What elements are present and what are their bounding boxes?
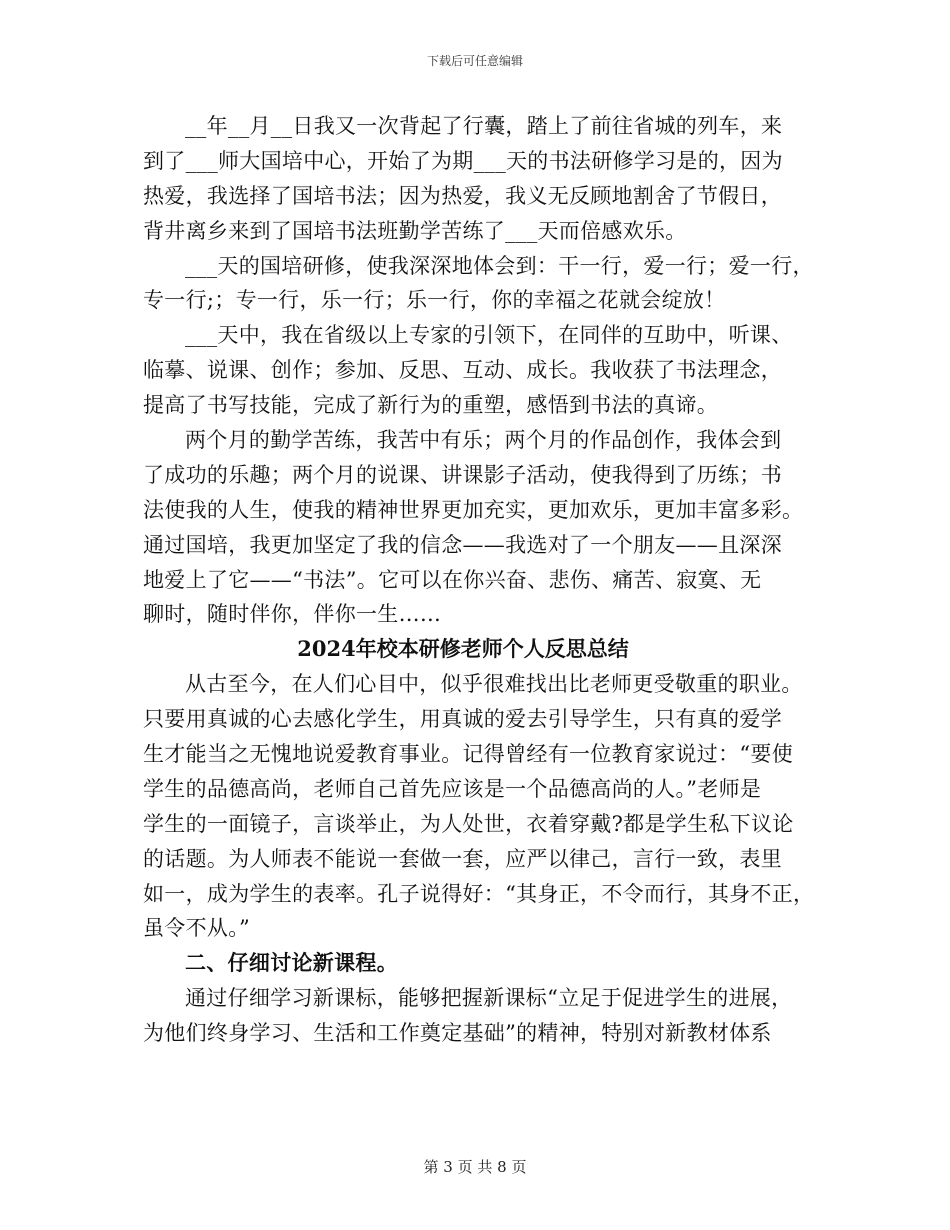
text-line: 学生的品德高尚，老师自己首先应该是一个品德高尚的人。”老师是	[143, 776, 762, 801]
document-body	[143, 109, 823, 1051]
text-line: ___天中，我在省级以上专家的引领下，在同伴的互助中，听课、	[185, 323, 793, 348]
text-line: ___天的国培研修，使我深深地体会到：干一行，爱一行；爱一行，	[185, 253, 814, 278]
text-line: 学生的一面镜子，言谈举止，为人处世，衣着穿戴?都是学生私下议论	[143, 811, 794, 836]
text-line: 地爱上了它——“书法”。它可以在你兴奋、悲伤、痛苦、寂寞、无	[143, 567, 762, 592]
text-line: 背井离乡来到了国培书法班勤学苦练了___天而倍感欢乐。	[143, 218, 687, 243]
text-line: 生才能当之无愧地说爱教育事业。记得曾经有一位教育家说过：“要使	[143, 742, 794, 767]
text-line: 为他们终身学习、生活和工作奠定基础”的精神，特别对新教材体系	[143, 1021, 772, 1046]
text-line: 如一，成为学生的表率。孔子说得好：“其身正，不令而行，其身不正，	[143, 881, 815, 906]
text-line: 的话题。为人师表不能说一套做一套，应严以律己，言行一致，表里	[143, 846, 782, 871]
text-line: 两个月的勤学苦练，我苦中有乐；两个月的作品创作，我体会到	[185, 428, 782, 453]
document-title: 2024年校本研修老师个人反思总结	[297, 636, 629, 662]
text-line: 通过国培，我更加坚定了我的信念——我选对了一个朋友——且深深	[143, 532, 782, 557]
text-line: 从古至今，在人们心目中，似乎很难找出比老师更受敬重的职业。	[185, 672, 803, 697]
text-line: 通过仔细学习新课标，能够把握新课标“立足于促进学生的进展，	[185, 986, 793, 1011]
page-number-footer: 第 3 页 共 8 页	[423, 1158, 527, 1176]
text-line: 到了___师大国培中心，开始了为期___天的书法研修学习是的，因为	[143, 148, 783, 173]
text-line: 虽令不从。”	[143, 916, 251, 941]
text-line: 了成功的乐趣；两个月的说课、讲课影子活动，使我得到了历练；书	[143, 462, 782, 487]
text-line: 临摹、说课、创作；参加、反思、互动、成长。我收获了书法理念，	[143, 358, 782, 383]
text-line: __年__月__日我又一次背起了行囊，踏上了前往省城的列车，来	[185, 114, 783, 138]
text-line: 热爱，我选择了国培书法；因为热爱，我义无反顾地割舍了节假日，	[143, 183, 782, 208]
text-line: 提高了书写技能，完成了新行为的重塑，感悟到书法的真谛。	[143, 393, 719, 418]
text-line: 只要用真诚的心去感化学生，用真诚的爱去引导学生，只有真的爱学	[143, 707, 782, 732]
text-line: 专一行;；专一行，乐一行；乐一行，你的幸福之花就会绽放！	[143, 288, 726, 313]
page-header: 下载后可任意编辑	[426, 54, 523, 68]
section-heading: 二、仔细讨论新课程。	[185, 950, 398, 976]
text-line: 聊时，随时伴你，伴你一生……	[143, 602, 442, 627]
text-line: 法使我的人生，使我的精神世界更加充实，更加欢乐，更加丰富多彩。	[143, 497, 804, 522]
